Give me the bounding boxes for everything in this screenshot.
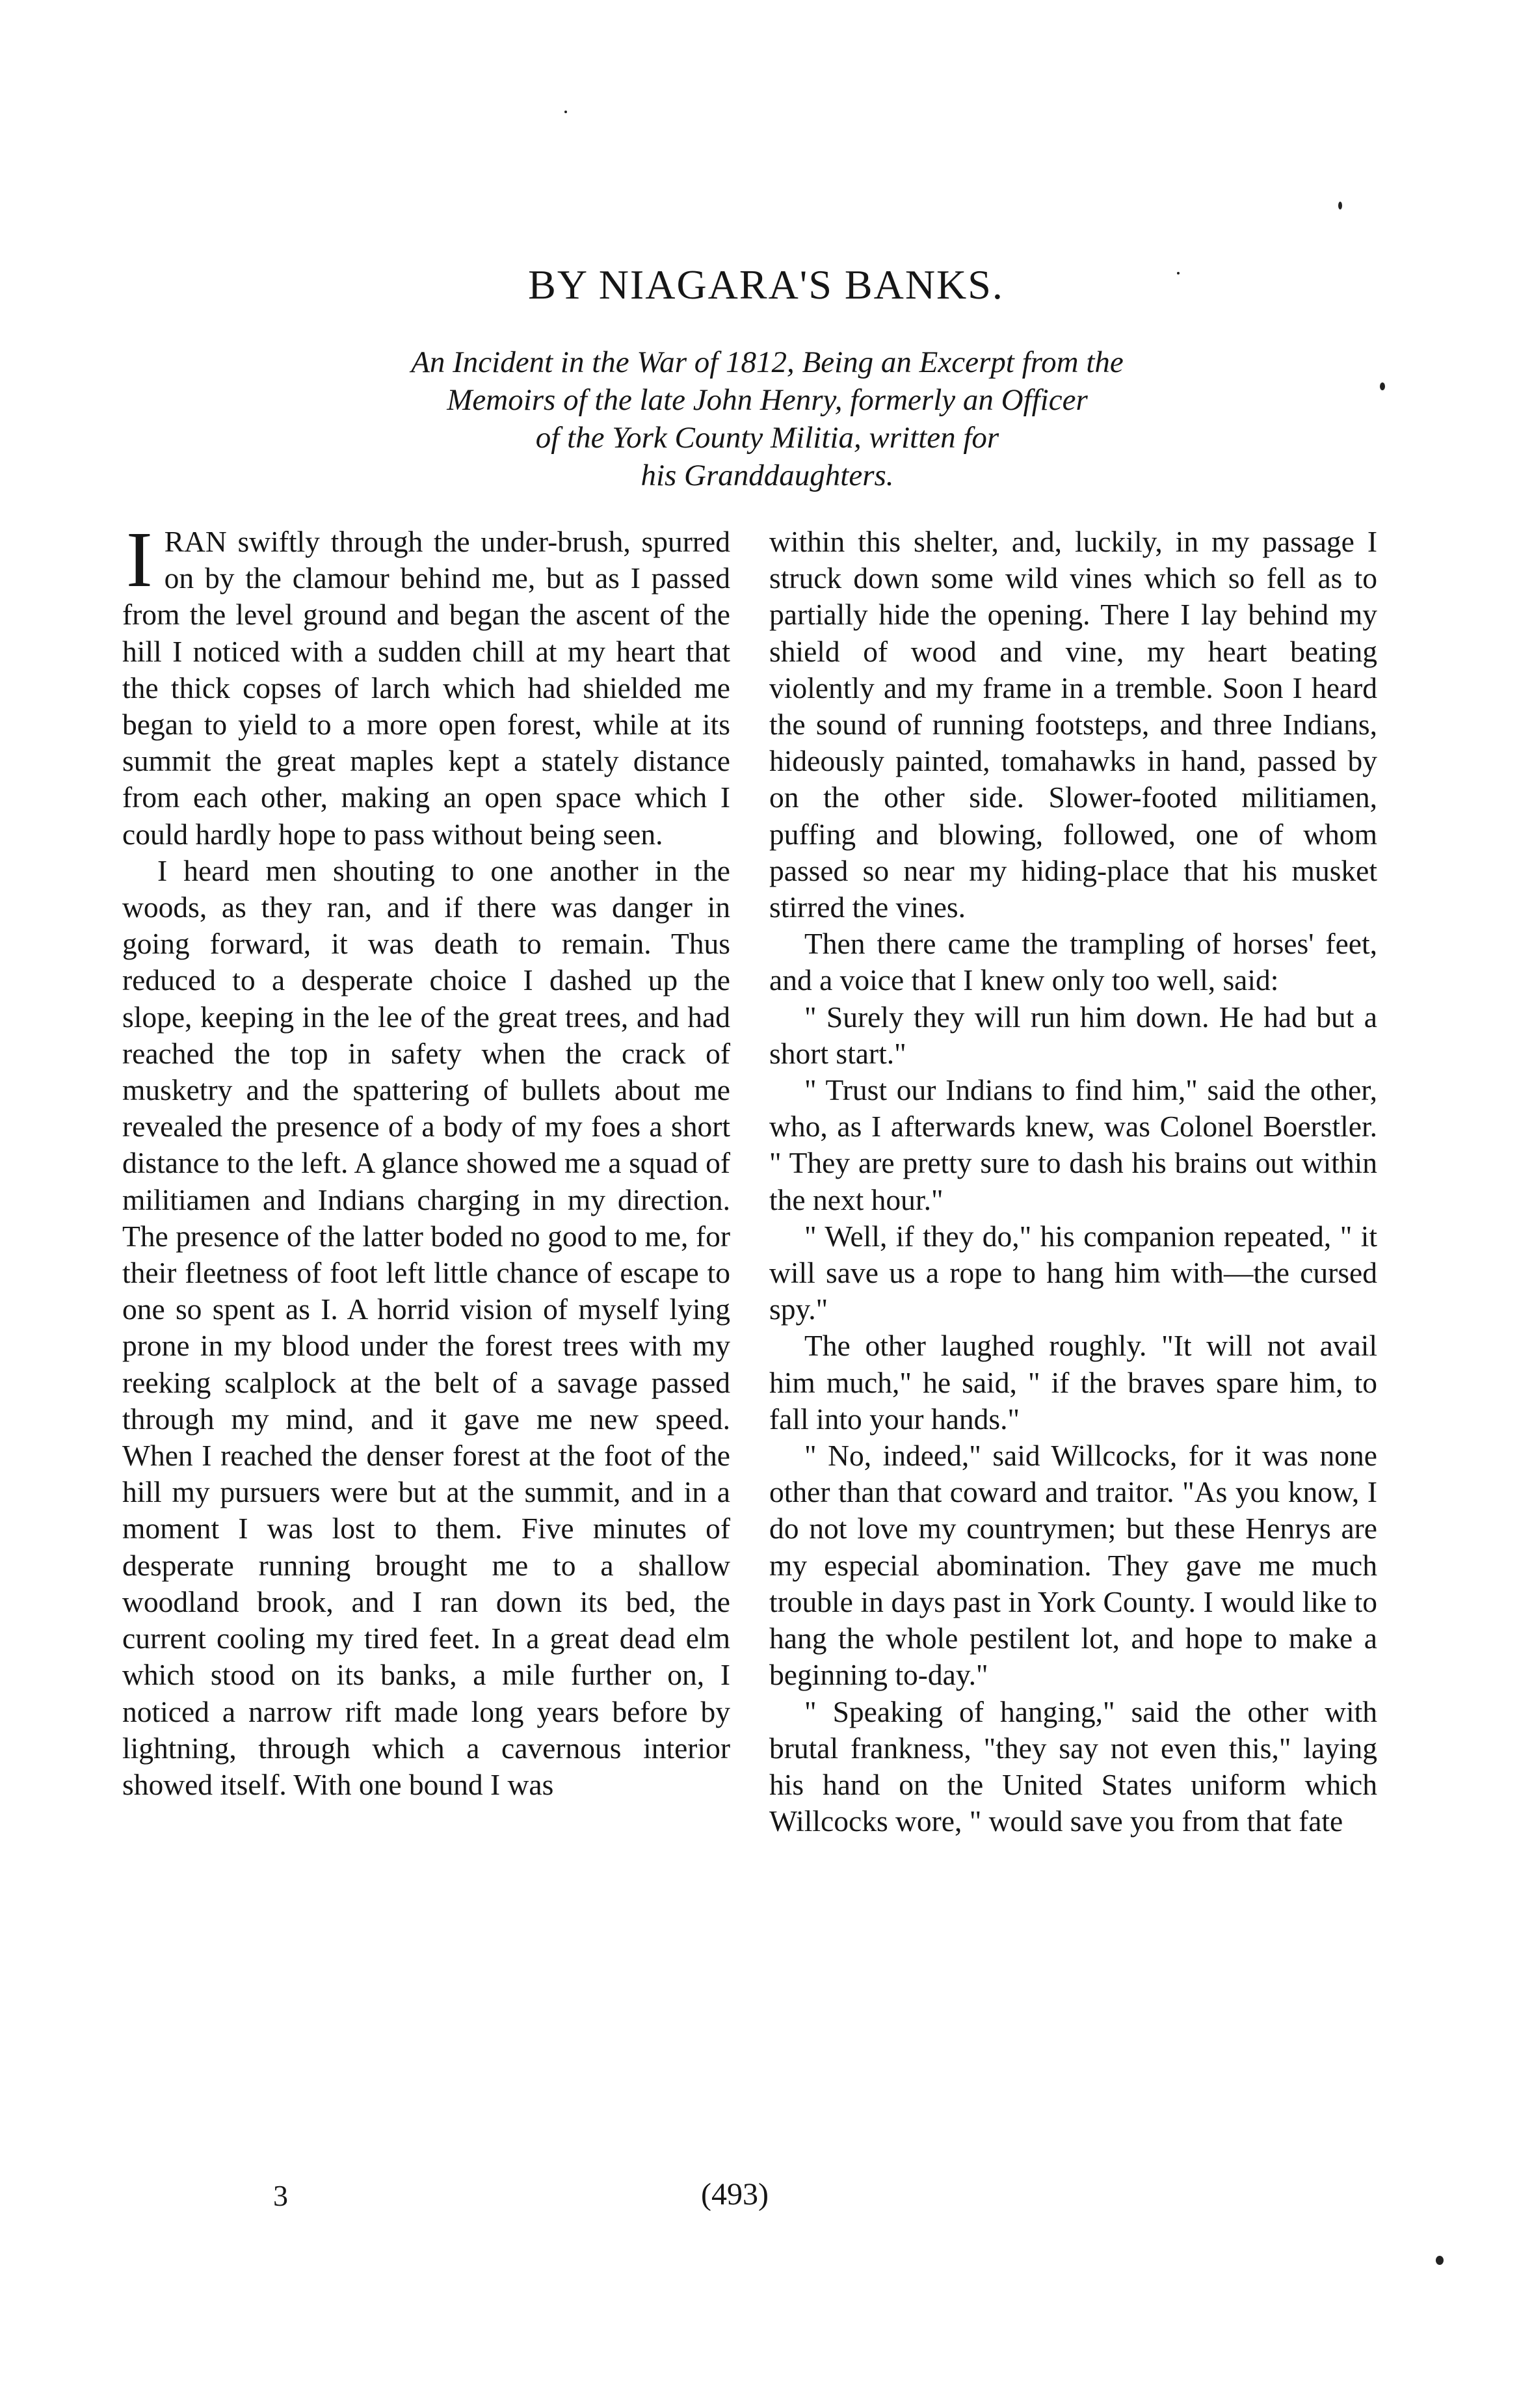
scan-speck bbox=[564, 111, 567, 113]
scan-speck bbox=[1338, 202, 1342, 209]
article-subtitle bbox=[234, 343, 1301, 494]
article-title: BY NIAGARA'S BANKS. bbox=[528, 261, 1004, 308]
body-paragraph: " No, indeed," said Willcocks, for it was none other than that coward and traitor. "As you know, I do not love my countrymen; but these Henrys are my especial abomination. They gave me much trouble in days past in York County. I would like to hang the whole pestilent lot, and hope to make a beginning to-day." bbox=[769, 1439, 1377, 1692]
signature-mark: 3 bbox=[273, 2179, 288, 2212]
body-paragraph bbox=[122, 516, 730, 853]
scan-speck bbox=[1380, 382, 1385, 390]
scan-speck bbox=[1436, 2256, 1444, 2265]
left-column bbox=[122, 516, 730, 1803]
paragraph-text: RAN swiftly through the under-brush, spurred on by the clamour behind me, but as I passed from the level ground and began the ascent of the hill I noticed with a sudden chill at my heart that the thick copses of larch which had shielded me began to yield to a more open forest, while at its summit the great maples kept a stately distance from each other, making an open space which I could hardly hope to pass without being seen. bbox=[122, 525, 730, 851]
body-paragraph: I heard men shouting to one another in the woods, as they ran, and if there was danger in going forward, it was death to remain. Thus reduced to a desperate choice I dashed up the slope, keeping in the lee of the great trees, and had reached the top in safety when the crack of musketry and the spattering of bullets about me revealed the presence of a body of my foes a short distance to the left. A glance showed me a squad of militiamen and Indians charging in my direction. The presence of the latter boded no good to me, for their fleetness of foot left little chance of escape to one so spent as I. A horrid vision of myself lying prone in my blood under the forest trees with my reeking scalplock at the belt of a savage passed through my mind, and it gave me new speed. When I reached the denser forest at the foot of the hill my pursuers were but at the summit, and in a moment I was lost to them. Five minutes of desperate running brought me to a shallow woodland brook, and I ran down its bed, the current cooling my tired feet. In a great dead elm which stood on its banks, a mile further on, I noticed a narrow rift made long years before by lightning, through which a cavernous interior showed itself. With one bound I was bbox=[122, 853, 730, 1801]
scan-speck bbox=[1177, 272, 1180, 274]
subtitle-line: An Incident in the War of 1812, Being an Excerpt from the bbox=[411, 345, 1124, 379]
subtitle-line: Memoirs of the late John Henry, formerly an Officer bbox=[447, 383, 1088, 417]
body-paragraph: " Surely they will run him down. He had but a short start." bbox=[769, 1000, 1377, 1070]
body-paragraph: " Speaking of hanging," said the other with brutal frankness, "they say not even this," laying his hand on the United States uniform which Willcocks wore, " would save you from that fate bbox=[769, 1694, 1377, 1838]
drop-cap: I bbox=[126, 516, 153, 604]
page-number: (493) bbox=[701, 2177, 769, 2212]
subtitle-line: his Granddaughters. bbox=[641, 459, 894, 492]
right-column bbox=[769, 524, 1377, 1839]
body-paragraph: Then there came the trampling of horses' feet, and a voice that I knew only too well, said: bbox=[769, 927, 1377, 997]
body-paragraph: The other laughed roughly. "It will not avail him much," he said, " if the braves spare him, to fall into your hands." bbox=[769, 1329, 1377, 1436]
subtitle-line: of the York County Militia, written for bbox=[535, 421, 999, 455]
body-paragraph: within this shelter, and, luckily, in my passage I struck down some wild vines which so fell as to partially hide the opening. There I lay behind my shield of wood and vine, my heart beating violently and my frame in a tremble. Soon I heard the sound of running footsteps, and three Indians, hideously painted, tomahawks in hand, passed by on the other side. Slower-footed militiamen, puffing and blowing, followed, one of whom passed so near my hiding-place that his musket stirred the vines. bbox=[769, 525, 1377, 924]
body-paragraph: " Trust our Indians to find him," said the other, who, as I afterwards knew, was Colonel Boerstler. " They are pretty sure to dash his brains out within the next hour." bbox=[769, 1073, 1377, 1216]
body-paragraph: " Well, if they do," his companion repeated, " it will save us a rope to hang him with—the cursed spy." bbox=[769, 1219, 1377, 1326]
